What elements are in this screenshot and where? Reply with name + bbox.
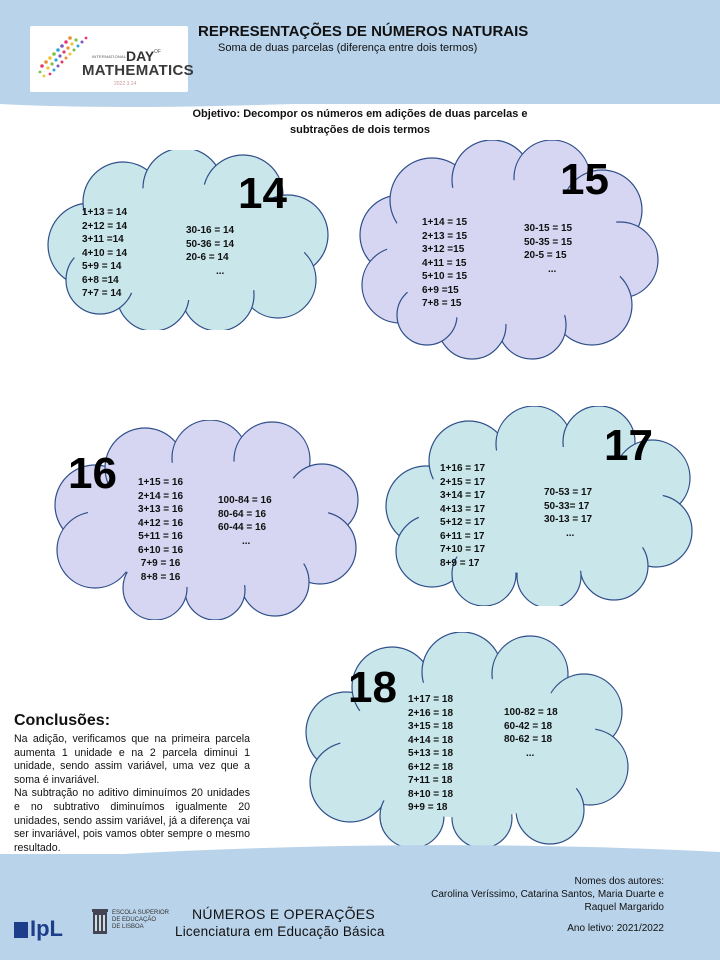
list-item: 80-64 = 16 [218, 508, 267, 520]
list-item: ... [526, 747, 535, 759]
list-item: 60-42 = 18 [504, 720, 553, 732]
objective-text [150, 106, 570, 138]
list-item: 2+14 = 16 [138, 490, 184, 502]
list-item: 3+13 = 16 [138, 504, 184, 515]
page-subtitle: Soma de duas parcelas (diferença entre dois termos) [218, 42, 478, 54]
logo-of-text: OF [154, 49, 161, 55]
list-item: 7+7 = 14 [82, 288, 122, 299]
logo-international-text: INTERNATIONAL [92, 54, 127, 59]
list-item: 1+16 = 17 [440, 463, 486, 474]
list-item: 7+9 = 16 [140, 558, 181, 569]
list-item: 1+15 = 16 [138, 477, 184, 488]
list-item: 50-33= 17 [544, 500, 590, 512]
objective-line-2: subtrações de dois termos [290, 124, 430, 136]
list-item: 5+9 = 14 [82, 261, 122, 272]
additions-list-15 [422, 216, 467, 311]
list-item: 6+9 =15 [422, 284, 459, 296]
logo-dots-icon [30, 26, 188, 92]
day-of-mathematics-logo [30, 26, 194, 92]
additions-list-16 [138, 476, 183, 584]
cloud-15 [352, 140, 662, 360]
cloud-number-16: 16 [68, 449, 117, 498]
list-item: 4+11 = 15 [422, 257, 467, 269]
school-year: Ano letivo: 2021/2022 [567, 923, 664, 934]
list-item: 2+16 = 18 [408, 707, 454, 719]
list-item: ... [548, 263, 557, 275]
list-item: 5+11 = 16 [138, 531, 183, 542]
list-item: 50-35 = 15 [524, 236, 573, 248]
list-item: 4+14 = 18 [408, 734, 454, 746]
list-item: 4+10 = 14 [82, 247, 128, 259]
list-item: 8+9 = 17 [440, 557, 480, 569]
list-item: 2+15 = 17 [440, 476, 486, 488]
cloud-number-18: 18 [348, 663, 397, 712]
list-item: 3+11 =14 [82, 234, 124, 245]
list-item: 30-16 = 14 [186, 225, 235, 236]
list-item: 2+13 = 15 [422, 230, 468, 242]
list-item: 6+10 = 16 [138, 544, 184, 556]
list-item: 5+13 = 18 [408, 748, 454, 759]
page-title: REPRESENTAÇÕES DE NÚMEROS NATURAIS [198, 23, 529, 40]
subtractions-list-14 [186, 224, 234, 278]
conclusions-paragraph-2: Na subtração no aditivo diminuímos 20 unidades e no subtrativo diminuímos igualmente 20 unidades, sendo assim variável, já a diferença vai ser invariável, pois vamos obter sempre o mesmo resultado. [14, 787, 250, 854]
authors-names: Carolina Veríssimo, Catarina Santos, Maria Duarte e Raquel Margarido [431, 889, 664, 913]
ipl-logo [14, 916, 63, 942]
list-item: 30-13 = 17 [544, 514, 593, 525]
cloud-18 [302, 632, 632, 850]
list-item: 20-5 = 15 [524, 250, 567, 261]
school-logo-line-2: DE EDUCAÇÃO [112, 917, 157, 923]
list-item: 3+14 = 17 [440, 490, 486, 501]
list-item: 8+8 = 16 [140, 571, 181, 583]
cloud-14 [38, 150, 338, 330]
cloud-number-14: 14 [238, 169, 287, 218]
subtractions-list-17 [544, 486, 592, 540]
list-item: 100-84 = 16 [218, 495, 272, 506]
list-item: 1+17 = 18 [408, 694, 454, 705]
list-item: ... [216, 265, 225, 277]
logo-mathematics-text: MATHEMATICS [82, 62, 194, 79]
subtractions-list-18 [504, 706, 558, 760]
list-item: 4+13 = 17 [440, 503, 486, 515]
list-item: 30-15 = 15 [524, 223, 573, 234]
list-item: 50-36 = 14 [186, 238, 235, 250]
list-item: 6+11 = 17 [440, 530, 485, 542]
list-item: 4+12 = 16 [138, 517, 184, 529]
logo-date-text: 2022 3.14 [114, 81, 137, 87]
list-item: 5+10 = 15 [422, 271, 468, 282]
school-logo-line-1: ESCOLA SUPERIOR [112, 910, 170, 916]
course-title: NÚMEROS E OPERAÇÕES [192, 906, 376, 922]
additions-list-17 [440, 462, 485, 570]
conclusions-heading: Conclusões: [14, 712, 111, 729]
cloud-number-15: 15 [560, 155, 609, 204]
cloud-16 [50, 420, 362, 620]
cloud-17 [384, 406, 696, 606]
list-item: 1+13 = 14 [82, 207, 128, 218]
list-item: 2+12 = 14 [82, 220, 128, 232]
list-item: ... [566, 527, 575, 539]
subtractions-list-15 [524, 222, 572, 276]
list-item: 9+9 = 18 [408, 802, 448, 813]
conclusions-text [14, 733, 250, 855]
course-subtitle: Licenciatura em Educação Básica [175, 924, 385, 939]
list-item: 80-62 = 18 [504, 734, 553, 745]
list-item: 3+15 = 18 [408, 721, 454, 732]
school-building-icon [92, 908, 108, 936]
list-item: 7+10 = 17 [440, 544, 486, 555]
list-item: 100-82 = 18 [504, 707, 558, 718]
cloud-number-17: 17 [604, 421, 653, 470]
logo-day-text: DAY [126, 48, 155, 64]
list-item: 1+14 = 15 [422, 217, 468, 228]
authors-label: Nomes dos autores: [574, 876, 664, 887]
footer-wave [0, 840, 720, 880]
objective-line-1: Objetivo: Decompor os números em adições de duas parcelas e [192, 108, 528, 120]
list-item: 60-44 = 16 [218, 522, 267, 533]
additions-list-14 [82, 206, 127, 301]
list-item: 6+8 =14 [82, 274, 119, 286]
list-item: 5+12 = 17 [440, 517, 486, 528]
list-item: 20-6 = 14 [186, 252, 229, 263]
school-logo-text [112, 910, 169, 931]
list-item: 7+11 = 18 [408, 775, 453, 786]
subtractions-list-16 [218, 494, 272, 548]
list-item: 6+12 = 18 [408, 761, 454, 773]
list-item: 8+10 = 18 [408, 788, 454, 800]
list-item: 70-53 = 17 [544, 487, 593, 498]
school-logo-line-3: DE LISBOA [112, 924, 144, 930]
additions-list-18 [408, 693, 453, 815]
list-item: 3+12 =15 [422, 244, 465, 255]
list-item: 7+8 = 15 [422, 298, 462, 309]
conclusions-paragraph-1: Na adição, verificamos que na primeira parcela aumenta 1 unidade e na 2 parcela diminui 1 unidade, sendo assim variável, uma vez que a soma é invariável. [14, 733, 250, 786]
ipl-mark-icon [14, 922, 28, 938]
cloud-shape-15 [352, 140, 662, 360]
ipl-logo-text: IpL [30, 916, 63, 941]
list-item: ... [242, 535, 251, 547]
